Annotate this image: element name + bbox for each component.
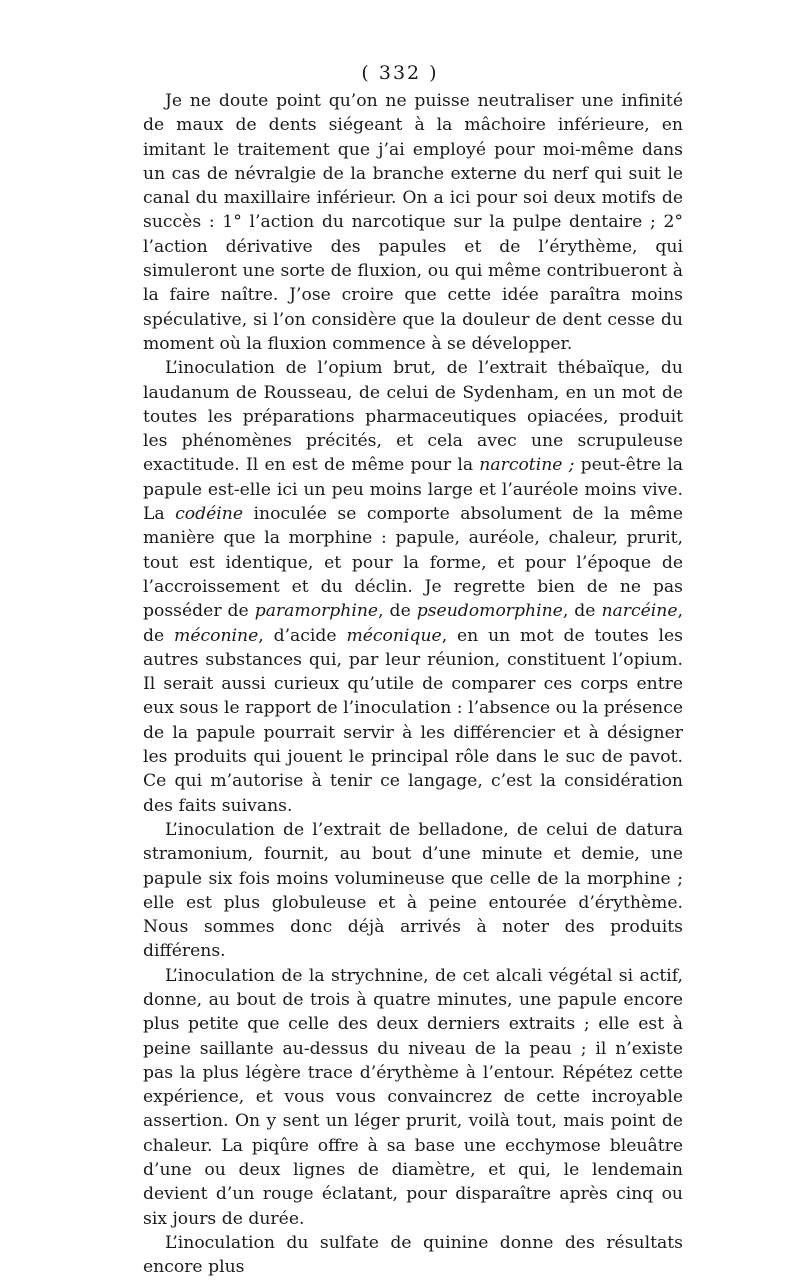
paragraph (143, 1231, 683, 1280)
italic-term: méconine (174, 625, 259, 646)
italic-term: narcéine (601, 601, 678, 622)
text-run: peut-être la papule est-elle ici un peu moins large et l’auréole moins vive. La (143, 455, 684, 525)
text-run: L’inoculation de la strychnine, de cet alcali végétal si actif, donne, au bout de trois à quatre minutes, une papule encore plus petite que celle des deux derniers extraits ; elle est à peine saillante au-dessus du niveau de la peau ; il n’existe pas la plus légère trace d’érythème à l’entour. Répétez cette expérience, et vous vous convaincrez de cette incroyable assertion. On y sent un léger prurit, voilà tout, mais point de chaleur. La piqûre offre à sa base une ecchymose bleuâtre d’une ou deux lignes de diamètre, et qui, le lendemain devient d’un rouge éclatant, pour disparaître après cinq ou six jours de durée. (143, 965, 683, 1229)
italic-term: méconique (346, 625, 442, 646)
text-run: L’inoculation de l’extrait de belladone, de celui de datura stramonium, fournit, au bout d’une minute et demie, une papule six fois moins volumineuse que celle de la morphine ; elle est plus globuleuse et à peine entourée d’érythème. Nous sommes donc déjà arrivés à noter des produits différens. (143, 819, 683, 962)
page-number: ( 332 ) (361, 62, 439, 84)
paragraph (143, 818, 683, 964)
italic-term: paramorphine (254, 601, 379, 622)
text-run: , en un mot de toutes les autres substances qui, par leur réunion, constituent l’opium. Il serait aussi curieux qu’utile de comparer ces corps entre eux sous le rapport de l’inoculation : l’absence ou la présence de la papule pourrait servir à les différencier et à désigner les produits qui jouent le principal rôle dans le suc de pavot. Ce qui m’autorise à tenir ce langage, c’est la considération des faits suivans. (143, 625, 684, 816)
text-run: , de (378, 601, 417, 622)
text-run: , de (143, 601, 683, 646)
text-run: L’inoculation du sulfate de quinine donne des résultats encore plus (143, 1232, 683, 1278)
text-run: , d’acide (258, 625, 347, 646)
italic-term: narcotine ; (479, 455, 575, 476)
text-run: L’inoculation de l’opium brut, de l’extrait thébaïque, du laudanum de Rousseau, de celui de Sydenham, en un mot de toutes les préparations pharmaceutiques opiacées, produit les phénomènes précités, et cela avec une scrupuleuse exactitude. Il en est de même pour la (143, 358, 683, 476)
text-run: , de (562, 601, 602, 622)
text-run: Je ne doute point qu’on ne puisse neutraliser une infinité de maux de dents siégeant à la mâchoire inférieure, en imitant le traitement que j’ai employé pour moi-même dans un cas de névralgie de la branche externe du nerf qui suit le canal du maxillaire inférieur. On a ici pour soi deux motifs de succès : 1° l’action du narcotique sur la pulpe dentaire ; 2° l’action dérivative des papules et de l’érythème, qui simuleront une sorte de fluxion, ou qui même contribueront à la faire naître. J’ose croire que cette idée paraîtra moins spéculative, si l’on considère que la douleur de dent cesse du moment où la fluxion commence à se développer. (143, 91, 683, 354)
italic-term: pseudomorphine (416, 601, 563, 622)
body-text (143, 89, 683, 1280)
paragraph (143, 356, 683, 818)
text-run: inoculée se comporte absolument de la même manière que la morphine : papule, auréole, chaleur, prurit, tout est identique, et pour la forme, et pour l’époque de l’accroissement et du déclin. Je regrette bien de ne pas posséder de (143, 504, 684, 622)
paragraph (143, 964, 683, 1231)
paragraph (143, 89, 683, 356)
italic-term: codéine (175, 504, 244, 525)
